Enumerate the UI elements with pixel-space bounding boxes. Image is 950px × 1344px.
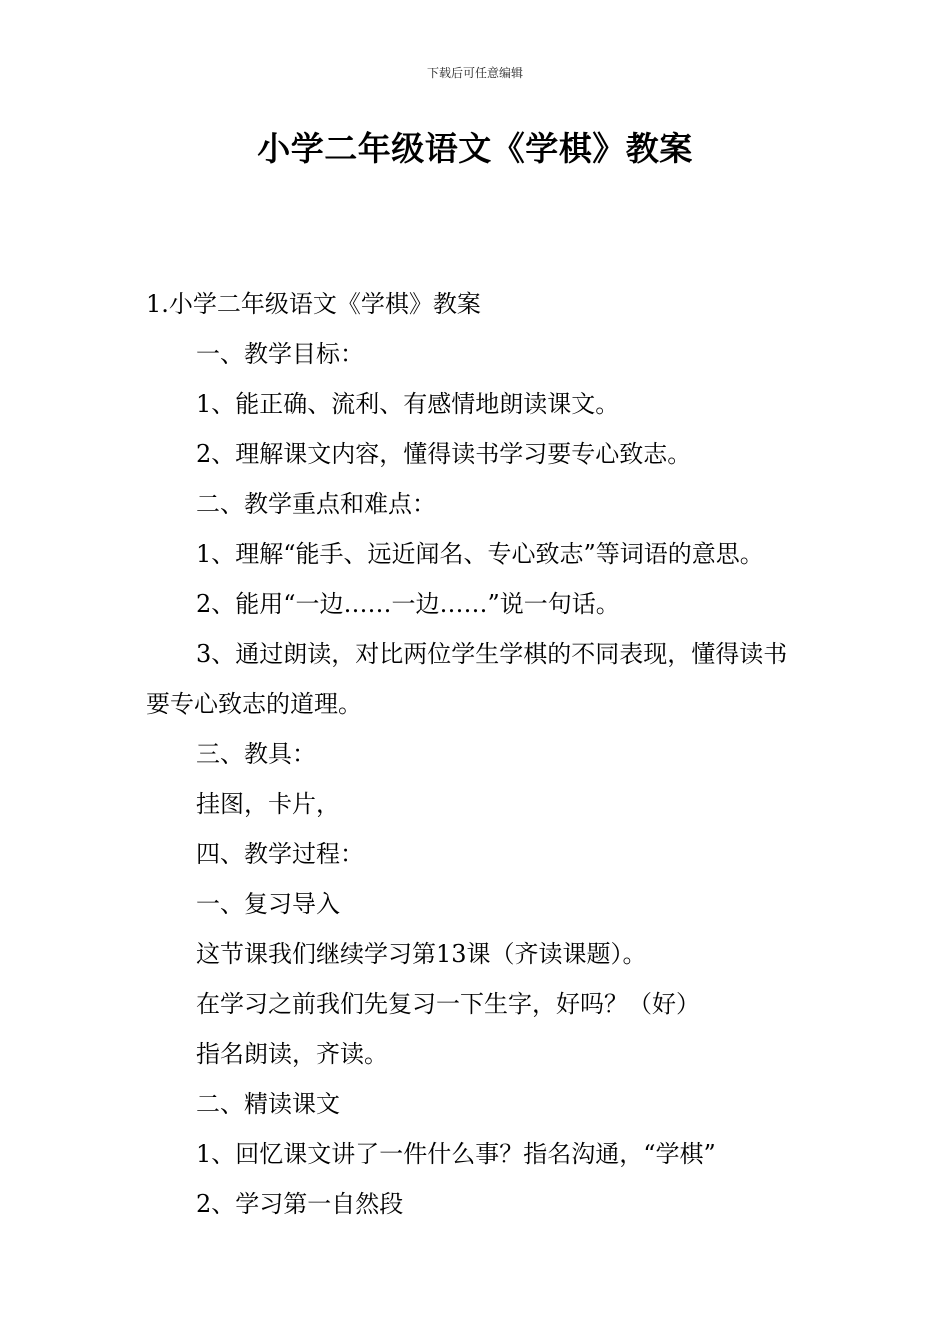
paragraph: 3、通过朗读，对比两位学生学棋的不同表现，懂得读书要专心致志的道理。: [146, 640, 788, 718]
paragraph: 2、能用“一边……一边……”说一句话。: [196, 590, 620, 618]
paragraph: 一、教学目标：: [196, 340, 364, 368]
paragraph: 一、复习导入: [196, 890, 340, 918]
document-title: 小学二年级语文《学棋》教案: [257, 129, 693, 168]
paragraph: 2、理解课文内容，懂得读书学习要专心致志。: [196, 440, 692, 468]
paragraph: 三、教具：: [196, 740, 316, 768]
paragraph: 二、教学重点和难点：: [196, 490, 436, 518]
paragraph: 挂图，卡片，: [196, 790, 340, 818]
paragraph: 2、学习第一自然段: [196, 1190, 404, 1218]
paragraph: 指名朗读，齐读。: [196, 1040, 388, 1068]
paragraph: 1、理解“能手、远近闻名、专心致志”等词语的意思。: [196, 540, 764, 568]
header-note: 下载后可任意编辑: [426, 66, 523, 80]
paragraph: 这节课我们继续学习第13课（齐读课题）。: [196, 940, 647, 968]
paragraph: 1、能正确、流利、有感情地朗读课文。: [196, 390, 620, 418]
document-body: [146, 279, 811, 1229]
paragraph: 1、回忆课文讲了一件什么事？指名沟通，“学棋”: [196, 1140, 716, 1168]
paragraph: 在学习之前我们先复习一下生字，好吗？（好）: [196, 990, 700, 1018]
paragraph: 二、精读课文: [196, 1090, 340, 1118]
paragraph: 四、教学过程：: [196, 840, 364, 868]
section-heading: 1.小学二年级语文《学棋》教案: [146, 290, 481, 318]
